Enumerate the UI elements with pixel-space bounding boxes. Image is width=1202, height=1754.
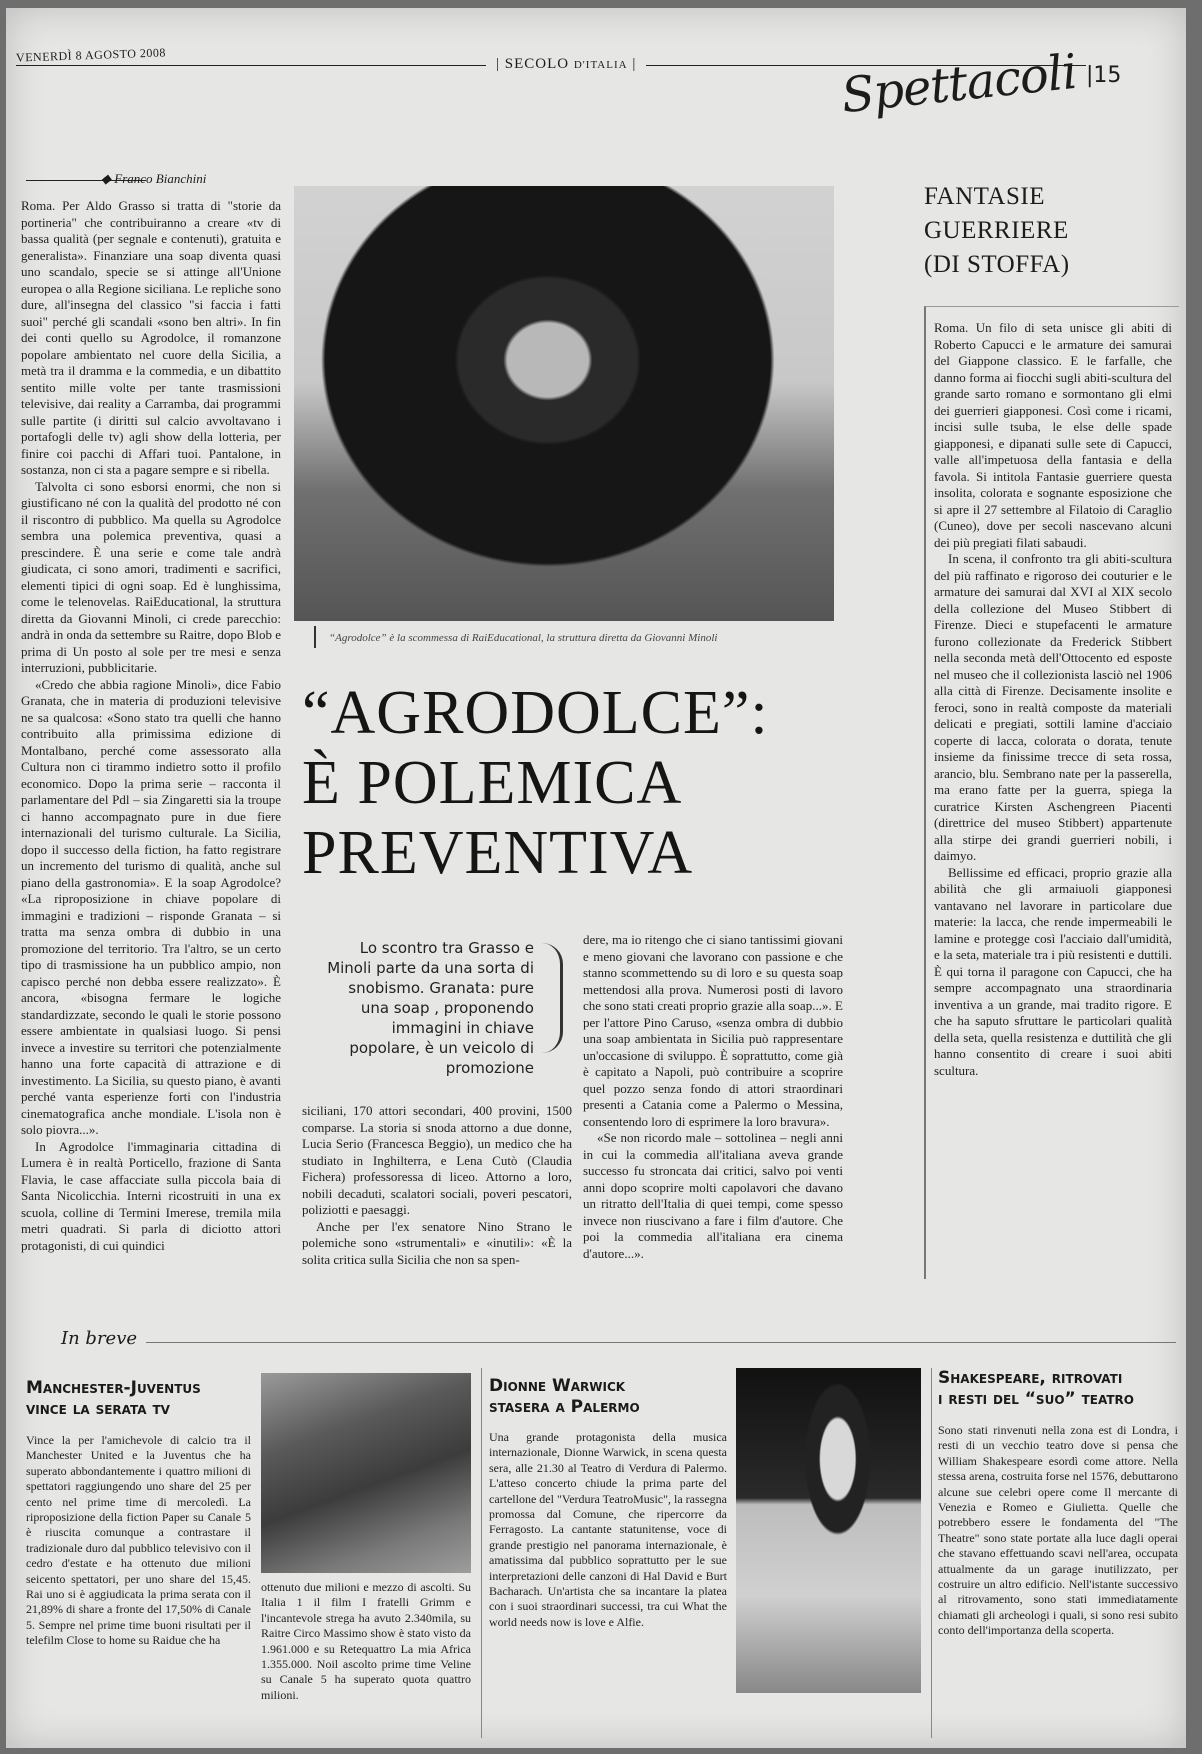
article-headline (302, 678, 769, 888)
article-paragraph: Roma. Per Aldo Grasso si tratta di "storie da portineria" che contribuiranno a creare «tv di bassa qualità (per segnale e contenuti), gratuita e generalista». Finanziare una soap diventa quasi uno scandalo, specie se si attinge all'Unione europea o alla Regione siciliana. Le repliche sono dure, all'insegna del classico "si faccia i fatti suoi" perché gli scandali «sono ben altri». In fin dei conti quello su Agrodolce, il romanzone popolare ambientato nel cuore della Sicilia, a metà tra il dramma e la commedia, e un dibattito sentito mille volte per tante trasmissioni televisive, dai reality a Carramba, dai programmi sulle partite (i diritti sul calcio avvoltavano i portafogli delle tv) agli show della lotteria, per finire coi pacchi di Affari tuoi. Pantalone, in sostanza, non ci sta a pagare sempre e si ribella. (21, 198, 281, 477)
sidebar-paragraph: Roma. Un filo di seta unisce gli abiti di Roberto Capucci e le armature dei samurai del Giappone classico. E le farfalle, che danno forma ai fiocchi sugli abiti-scultura del grande sarto romano e sormontano gli elmi dei guerrieri giapponesi. Così come i ricami, incisi sulle tsuba, le else delle spade giapponesi, e dipanati sulle sete di Capucci, valle all'impetuosa della fantasia e della favola. Si intitola Fantasie guerriere questa insolita, colorata e sognante esposizione che si apre il 27 settembre al Filatoio di Caraglio (Cuneo), dove per secoli nascevano alcuni dei più pregiati filati sabaudi. (934, 320, 1172, 550)
pullquote: Lo scontro tra Grasso e Minoli parte da una sorta di snobismo. Granata: pure una soap , proponendo immagini in chiave popolare, è un veicolo di promozione (327, 939, 534, 1077)
issue-date: VENERDÌ 8 AGOSTO 2008 (15, 45, 167, 65)
breve-title-shakespeare (938, 1368, 1134, 1410)
breve-title-line: stasera a Palermo (489, 1397, 640, 1417)
sidebar-paragraph: In scena, il confronto tra gli abiti-scultura del più raffinato e rigoroso dei couturier e le armature dei samurai dal XVI al XIX secolo della collezione del Museo Stibbert di Firenze. Dieci e stupefacenti le armature furono collezionate da Frederick Stibbert nella seconda metà dell'Ottocento ed esposte nel museo che il collezionista lasciò nel 1906 alla città di Firenze. Decisamente insolite e feroci, sono in realtà composte da materiali delicati e pregiati, sottili lamine d'acciaio coperte di lacca, colorata o dorata, tenute insieme da finissime trecce di seta rossa, arancio, blu. Sembrano nate per la passerella, ma erano fatte per la guerra, spiega la curatrice Kirsten Aschengreen Piacenti (direttrice del museo Stibbert) appartenute alla stirpe dei grandi guerrieri nobili, i daimyo. (934, 551, 1172, 863)
page-number: |15 (1086, 63, 1122, 88)
breve-text-shakespeare (938, 1423, 1178, 1738)
breve-text-warwick (489, 1430, 727, 1740)
article-paragraph: Anche per l'ex senatore Nino Strano le polemiche sono «strumentali» e «inutili»: «È la solita critica sulla Sicilia che non sa spen- (302, 1218, 572, 1267)
breve-title-line: Dionne Warwick (489, 1376, 626, 1396)
newspaper-page (6, 8, 1186, 1748)
article-column-2 (302, 1103, 572, 1293)
photo-dionne-warwick (736, 1368, 921, 1693)
article-paragraph: «Credo che abbia ragione Minoli», dice Fabio Granata, che in materia di produzioni televisive ne sa qualcosa: «Sono stato tra quelli che hanno contribuito alla primissima edizione di Montalbano, perché come assessorato alla Cultura non ci tirammo indietro sotto il profilo economico. Dopo la prima serie – racconta il parlamentare del Pdl – sia Zingaretti sia la troupe ci hanno accompagnato pure in due fiere internazionali del turismo culturale. La Sicilia, dopo il successo della fiction, ha fatto registrare un incremento del turismo di qualità, anche sul piano della gastronomia». E la soap Agrodolce? «La riproposizione in chiave popolare di immagini e tradizioni – risponde Granata – si tratta ma senza ombra di dubbio in una promozione del territorio. Tra l'altro, se un certo tipo di trasmissione ha un pubblico ampio, non capisco perché non debba essere realizzato». È ancora, «bisogna fermare le logiche standardizzate, secondo le quali le storie possono essere ambientate in qualsiasi luogo. Si pensi invece a investire su territori che potenzialmente hanno una forte capacità di attrazione e di investimento. La Sicilia, su questo piano, è avanti perché vanta esperienze forti con l'industria cinematografica anche mondiale. L'isola non è solo piovra...». (21, 676, 281, 1137)
breve-title-line: i resti del “suo” teatro (938, 1389, 1134, 1409)
breve-text-manchester-cont (261, 1580, 471, 1745)
sidebar-title (924, 180, 1070, 282)
page-number-value: 15 (1093, 63, 1122, 88)
headline-line-3: PREVENTIVA (302, 819, 694, 887)
column-divider (931, 1368, 932, 1738)
sidebar-paragraph: Bellissime ed efficaci, proprio grazie alla abilità che gli armaiuoli giapponesi vantavano nel lavorare in particolare due materie: la lacca, che rende impermeabili le lamine e protegge così l'acciaio dall'umidità, e la seta, materiale tra i più resistenti e duttili. È qui torna il paragone con Capucci, che ha sempre accompagnato una straordinaria inventiva a un grande, mai tradito rigore. E che ha saputo sfruttare le particolari qualità della seta, quella resistenza e duttilità che gli hanno consentito di creare i suoi abiti scultura. (934, 864, 1172, 1078)
section-title: Spettacoli (838, 43, 1079, 125)
photo-caption: “Agrodolce” è la scommessa di RaiEducational, la struttura diretta da Giovanni Minoli (329, 632, 718, 644)
breve-paragraph: Una grande protagonista della musica internazionale, Dionne Warwick, in scena questa sera, alle 21.30 al Teatro di Verdura di Palermo. L'atteso concerto chiude la prima parte del cartellone del "Verdura TeatroMusic", la rassegna promossa dal Comune, che ripercorre da Ferragosto. La cantante statunitense, voce di grande prestigio nel panorama internazionale, è amatissima dal pubblico soprattutto per le sue interpretazioni delle canzoni di Hal David e Burt Bacharach. Un'artista che sa incantare la platea con i suoi straordinari successi, tra cui What the world needs now is love e Alfie. (489, 1430, 727, 1629)
caption-bar (314, 626, 316, 648)
article-paragraph: siciliani, 170 attori secondari, 400 provini, 1500 comparse. La storia si snoda attorno a due donne, Lucia Serio (Francesca Beggio), un medico che ha studiato in Inghilterra, e Lena Cutò (Claudia Fichera) professoressa di liceo. Attorno a loro, nobili decaduti, scalatori sociali, poveri pescatori, poliziotti e paesaggi. (302, 1103, 572, 1217)
sidebar-title-line: FANTASIE (924, 183, 1045, 210)
header-rule-left (16, 65, 486, 66)
pullquote-bracket (542, 943, 563, 1053)
sidebar-title-line: (DI STOFFA) (924, 251, 1070, 278)
breve-title-warwick (489, 1376, 640, 1418)
in-breve-rule (146, 1342, 1176, 1343)
breve-paragraph: Vince la per l'amichevole di calcio tra il Manchester United e la Juventus che ha superato abbondantemente i quattro milioni di spettatori raggiungendo uno share del 25 per cento nel prime time di mercoledì. La riproposizione della fiction Paper su Canale 5 è riuscita comunque a contrastare il tradizionale duro dal pubblico televisivo con il cedro d'estate e ha ottenuto due milioni seicento spettatori, per uno share del 15,45. Rai uno si è aggiudicata la prima serata con il 21,89% di share a fronte del 17,50% di Canale 5. Sempre nel prime time buoni risultati per il telefilm Close to home su Raidue che ha (26, 1433, 251, 1648)
article-column-1 (21, 198, 281, 1298)
breve-text-manchester (26, 1433, 251, 1743)
photo-football-match (261, 1373, 471, 1573)
article-paragraph: In Agrodolce l'immaginaria cittadina di Lumera è in realtà Porticello, frazione di Santa Flavia, le case affacciate sulla piccola baia di Santa Nicolicchia. Interni ricostruiti in una ex scuola, colline di Termini Imerese, tremila mila metri quadrati. Si parla di diciotto attori protagonisti, di cui quindici (21, 1138, 281, 1253)
paper-name: SECOLO (504, 56, 570, 72)
article-photo-minoli (294, 186, 834, 621)
sidebar-text (934, 320, 1172, 1275)
breve-title-line: Shakespeare, ritrovati (938, 1368, 1123, 1388)
breve-paragraph: ottenuto due milioni e mezzo di ascolti. Su Italia 1 il film I fratelli Grimm e l'incantevole strega ha avuto 2.340mila, su Raitre Circo Massimo show è stato visto da 1.961.000 e su Retequattro La mia Africa 1.355.000. Noil ascolto prime time Veline su Canale 5 ha superato quota quattro milioni. (261, 1580, 471, 1702)
breve-paragraph: Sono stati rinvenuti nella zona est di Londra, i resti di un vecchio teatro dove si pensa che William Shakespeare esordì come attore. Nella stessa arena, costruita forse nel 1576, debuttarono alcune sue celebri opere come Il mercante di Venezia e Romeo e Giulietta. Quelle che potrebbero essere le fondamenta del "The Theatre" sono state portate alla luce dagli operai che stavano effettuando scavi nell'area, occupata attualmente da un garage inutilizzato, per costruire un altro edificio. Nell'istante successivo al ritrovamento, sono stati immediatamente chiamati gli archeologi i quali, si sono resi subito conto dell'importanza della scoperta. (938, 1423, 1178, 1638)
breve-title-manchester (26, 1378, 201, 1420)
article-paragraph: Talvolta ci sono esborsi enormi, che non si giustificano né con la qualità del prodotto né con il riscontro di pubblico. Ma quella su Agrodolce sembra una polemica preventiva, quasi a prescindere. È una serie e come tale andrà giudicata, ci sono amori, tradimenti e sacrifici, elementi tipici di ogni soap. Ed è lunghissima, come le telenovelas. RaiEducational, la struttura diretta da Giovanni Minoli, ci crede parecchio: andrà in onda da settembre su Raitre, dopo Blob e prima di Un posto al sole per tre mesi e senza interruzioni, pubblicitarie. (21, 478, 281, 675)
breve-title-line: Manchester-Juventus (26, 1378, 201, 1398)
breve-title-line: vince la serata tv (26, 1399, 170, 1419)
byline-author: Franco Bianchini (114, 171, 207, 186)
article-paragraph: dere, ma io ritengo che ci siano tantissimi giovani e meno giovani che lavorano con passione e che stanno scommettendo su di loro e su questa soap mettendosi alla prova. Numerosi posti di lavoro che sono stati creati proprio grazie alla soap...». E per l'attore Pino Caruso, «senza ombra di dubbio una soap ambientata in Sicilia può rappresentare un'occasione di sviluppo. È soprattutto, come già è capitato a Napoli, può contribuire a scoprire quel pozzo senza fondo di attori straordinari presenti a Catania come a Palermo o Messina, consentendo loro di esprimere la loro bravura». (583, 932, 843, 1129)
in-breve-label: In breve (61, 1328, 138, 1349)
column-divider (481, 1368, 482, 1738)
headline-line-2: È POLEMICA (302, 749, 683, 817)
sidebar-title-line: GUERRIERE (924, 217, 1069, 244)
paper-name-small: D'ITALIA (573, 59, 628, 71)
byline: ◆ Franco Bianchini (101, 171, 207, 186)
article-paragraph: «Se non ricordo male – sottolinea – negli anni in cui la commedia all'italiana aveva grande successo fu stroncata dai critici, salvo poi venti anni dopo scoprire molti capolavori che davano un ritratto dell'Italia di quei tempi, come spesso invece non riuscivano a fare i film d'autore. Che poi la commedia all'italiana era cinema d'autore...». (583, 1130, 843, 1261)
article-column-3 (583, 932, 843, 1294)
headline-line-1: “AGRODOLCE”: (302, 679, 769, 747)
newspaper-name: | SECOLO D'ITALIA | (496, 56, 637, 72)
